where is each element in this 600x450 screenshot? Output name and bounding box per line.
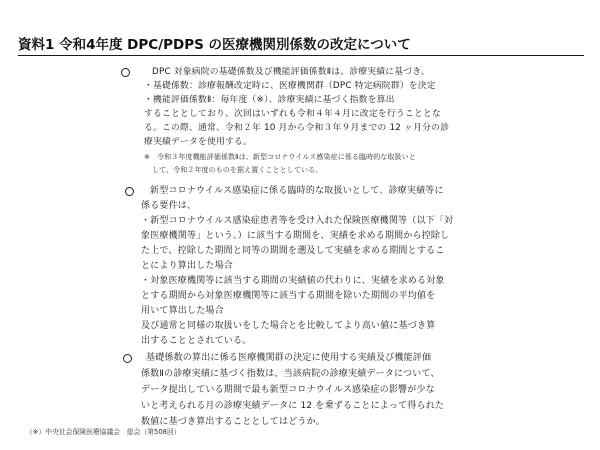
section3-line: いと考えられる月の診療実績データに 12 を乗ずることによって得られた <box>141 401 445 411</box>
section2-bullet-icon <box>125 187 134 196</box>
section1-line: る。この際、通常、令和２年 10 月から令和３年９月までの 12 ヶ月分の診 <box>144 123 450 133</box>
section2-line: 象医療機関等」という。）に該当する期間を、実績を求める期間から控除し <box>141 231 450 241</box>
section1-note-line: して、令和２年度のものを据え置くこととしている。 <box>152 166 323 174</box>
title-underline <box>18 55 584 56</box>
section1-bullet-icon <box>121 68 130 77</box>
section2-line: 及び通常と同様の取扱いをした場合とを比較してより高い値に基づき算 <box>141 321 436 331</box>
section2-line: ・新型コロナウイルス感染症患者等を受け入れた保険医療機関等（以下「対 <box>141 216 454 226</box>
section2-line: た上で、控除した期間と同等の期間を遡及して実績を求める期間とするこ <box>141 246 445 256</box>
section2-line: 係る要件は、 <box>141 201 197 211</box>
section2-line: 新型コロナウイルス感染症に係る臨時的な取扱いとして、診療実績等に <box>150 186 444 196</box>
section3-line: 数値に基づき算出することとしてはどうか。 <box>141 417 326 427</box>
section3-bullet-icon <box>123 354 132 363</box>
page-title: 資料1 令和4年度 DPC/PDPS の医療機関別係数の改定について <box>18 37 411 53</box>
section2-line: 用いて算出した場合 <box>141 306 224 316</box>
section1-line: ・基礎係数：診療報酬改定時に、医療機関群（DPC 特定病院群）を決定 <box>144 81 436 91</box>
section1-line: 療実績データを使用する。 <box>144 137 252 147</box>
section2-line: とする期間から対象医療機関等に該当する期間を除いた期間の平均値を <box>141 291 436 301</box>
section1-line: ・機能評価係数Ⅱ：毎年度（※）、診療実績に基づく指数を算出 <box>144 95 395 105</box>
section2-line: 出することとされている。 <box>141 336 252 346</box>
section2-line: ・対象医療機関等に該当する期間の実績値の代わりに、実績を求める対象 <box>141 276 445 286</box>
section1-note-line: ※ 令和３年度機能評価係数Ⅱは、新型コロナウイルス感染症に係る臨時的な取扱いと <box>144 153 416 161</box>
section3-line: 係数Ⅱの診療実績に基づく指数は、当該病院の診療実績データについて、 <box>141 369 440 379</box>
section1-line: DPC 対象病院の基礎係数及び機能評価係数Ⅱは、診療実績に基づき、 <box>152 67 430 77</box>
section3-line: 基礎係数の算出に係る医療機関群の決定に使用する実績及び機能評価 <box>146 353 432 363</box>
section1-line: することとしており、次回はいずれも令和４年４月に改定を行うこととな <box>144 109 441 119</box>
source-footnote: （※）中央社会保険医療協議会 総会（第508回） <box>26 428 181 436</box>
section3-line: データ提出している期間で最も新型コロナウイルス感染症の影響が少な <box>141 385 435 395</box>
section2-line: とにより算出した場合 <box>141 261 234 271</box>
